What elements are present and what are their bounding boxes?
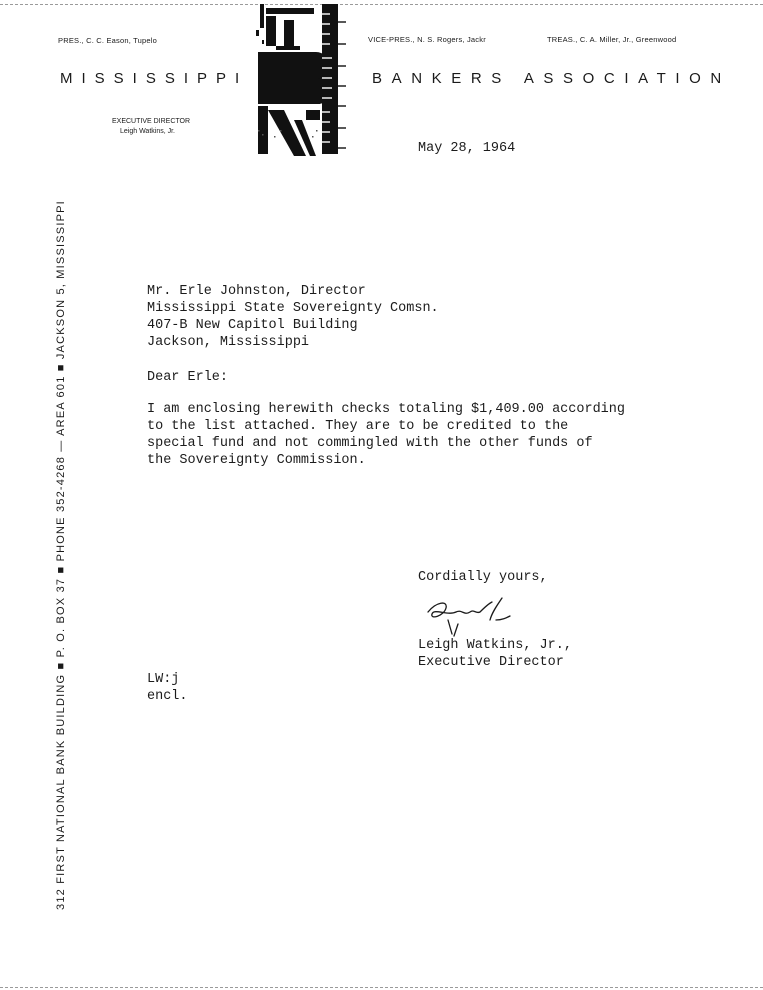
- body-line: the Sovereignty Commission.: [147, 453, 366, 468]
- signer-block: [418, 637, 572, 671]
- mba-logo: [254, 2, 354, 158]
- logo-text: MBA: [254, 2, 257, 3]
- recipient-line: Jackson, Mississippi: [147, 335, 310, 350]
- recipient-line: 407-B New Capitol Building: [147, 318, 358, 333]
- sidebar-address: 312 FIRST NATIONAL BANK BUILDING ■ P. O. BOX 37 ■ PHONE 352-4268 — AREA 601 ■ JACKSON 5, MISSISSIPPI: [55, 200, 67, 910]
- officer-president: PRES., C. C. Eason, Tupelo: [58, 36, 157, 45]
- recipient-line: Mr. Erle Johnston, Director: [147, 284, 366, 299]
- typist-initials: LW:j: [147, 672, 180, 687]
- exec-director-block: [112, 117, 190, 137]
- salutation: Dear Erle:: [147, 370, 229, 385]
- body-line: I am enclosing herewith checks totaling $1,409.00 according: [147, 402, 625, 417]
- letter-date: May 28, 1964: [418, 141, 516, 156]
- signature: [418, 590, 528, 640]
- signer-title: Executive Director: [418, 655, 564, 670]
- scan-edge-top: [0, 4, 763, 5]
- enclosure-note: encl.: [147, 689, 188, 704]
- letter-body: [147, 401, 625, 469]
- body-line: to the list attached. They are to be credited to the: [147, 419, 569, 434]
- recipient-address: [147, 283, 439, 351]
- letterhead-bankers-association: BANKERS ASSOCIATION: [372, 70, 731, 87]
- letterhead-mississippi: MISSISSIPPI: [60, 70, 249, 87]
- officer-vice-president: VICE-PRES., N. S. Rogers, Jackr: [368, 35, 486, 44]
- recipient-line: Mississippi State Sovereignty Comsn.: [147, 301, 439, 316]
- body-line: special fund and not commingled with the other funds of: [147, 436, 593, 451]
- exec-director-name: Leigh Watkins, Jr.: [120, 128, 175, 135]
- signer-name: Leigh Watkins, Jr.,: [418, 638, 572, 653]
- exec-director-title: EXECUTIVE DIRECTOR: [112, 118, 191, 125]
- officer-treasurer: TREAS., C. A. Miller, Jr., Greenwood: [547, 35, 677, 44]
- scan-edge-bottom: [0, 987, 763, 988]
- reference-block: [147, 671, 188, 705]
- closing: Cordially yours,: [418, 570, 548, 585]
